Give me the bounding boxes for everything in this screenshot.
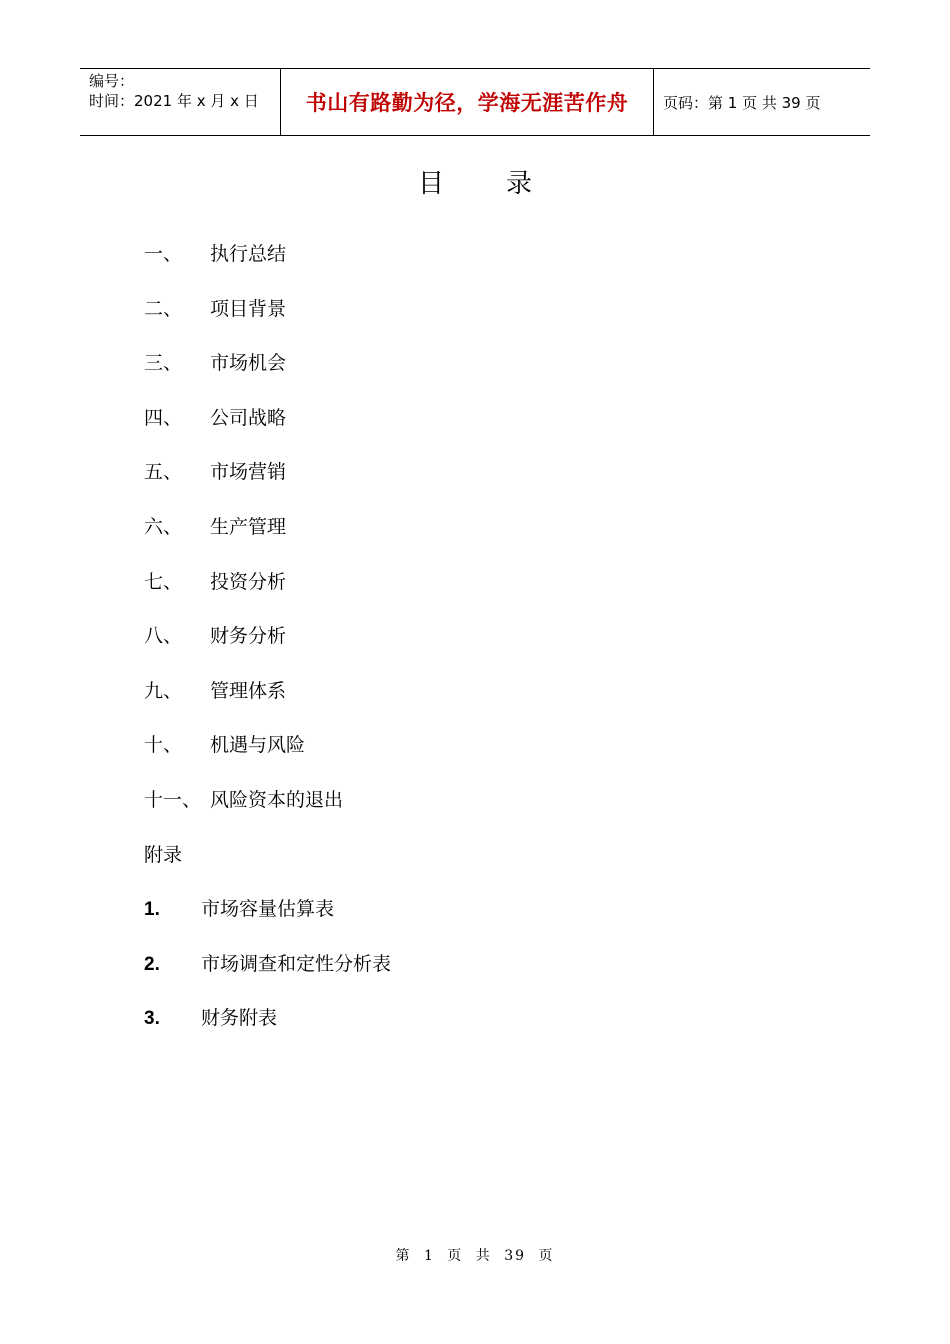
appendix-item[interactable] (144, 893, 391, 948)
toc-label: 管理体系 (210, 679, 287, 702)
toc-number: 九、 (144, 679, 183, 702)
toc-label: 项目背景 (210, 297, 287, 320)
toc-number: 二、 (144, 297, 183, 320)
toc-item[interactable] (144, 675, 391, 730)
toc-item[interactable] (144, 511, 391, 566)
toc-item[interactable] (144, 784, 391, 839)
toc-label: 投资分析 (210, 570, 287, 593)
toc-number: 四、 (144, 406, 183, 429)
toc-item[interactable] (144, 402, 391, 457)
toc-label: 机遇与风险 (210, 734, 306, 757)
toc-label: 市场营销 (210, 461, 287, 484)
toc-item[interactable] (144, 293, 391, 348)
toc-item[interactable] (144, 347, 391, 402)
toc-label: 市场机会 (210, 352, 287, 375)
toc-item[interactable] (144, 238, 391, 293)
appendix-label: 市场容量估算表 (201, 898, 335, 921)
header-motto-cell (281, 69, 654, 135)
header-page-info (654, 69, 870, 135)
toc-label: 公司战略 (210, 406, 287, 429)
page-footer: 第 1 页 共 39 页 (395, 1248, 555, 1264)
toc-label: 财务分析 (210, 625, 287, 648)
toc-label: 执行总结 (210, 243, 287, 265)
toc-number: 八、 (144, 625, 183, 648)
page-header (80, 68, 870, 136)
toc-number: 五、 (144, 461, 183, 484)
toc-number: 三、 (144, 352, 183, 375)
toc-number: 十一、 (144, 788, 202, 811)
time-label: 时间：2021 年 x 月 x 日 (89, 92, 259, 110)
page-info-text: 页码：第 1 页 共 39 页 (663, 93, 821, 112)
appendix-item[interactable] (144, 1002, 391, 1057)
appendix-heading[interactable]: 附录 (144, 843, 183, 866)
appendix-number: 3. (144, 1008, 160, 1030)
appendix-label: 市场调查和定性分析表 (201, 952, 392, 975)
toc-number: 十、 (144, 734, 183, 757)
table-of-contents (144, 238, 391, 1057)
toc-item[interactable] (144, 456, 391, 511)
number-label: 编号： (89, 72, 135, 90)
toc-item[interactable] (144, 566, 391, 621)
toc-item[interactable] (144, 620, 391, 675)
appendix-item[interactable] (144, 948, 391, 1003)
appendix-label: 财务附表 (201, 1007, 278, 1030)
appendix-number: 1. (144, 899, 160, 921)
header-meta (80, 69, 281, 135)
motto-text: 书山有路勤为径，学海无涯苦作舟 (305, 91, 629, 115)
appendix-number: 2. (144, 953, 160, 975)
toc-label: 风险资本的退出 (210, 788, 344, 811)
page-title: 目录 (417, 169, 594, 199)
toc-number: 一、 (144, 243, 183, 265)
toc-label: 生产管理 (210, 515, 287, 538)
toc-number: 六、 (144, 515, 183, 538)
toc-item[interactable] (144, 729, 391, 784)
toc-number: 七、 (144, 570, 183, 593)
